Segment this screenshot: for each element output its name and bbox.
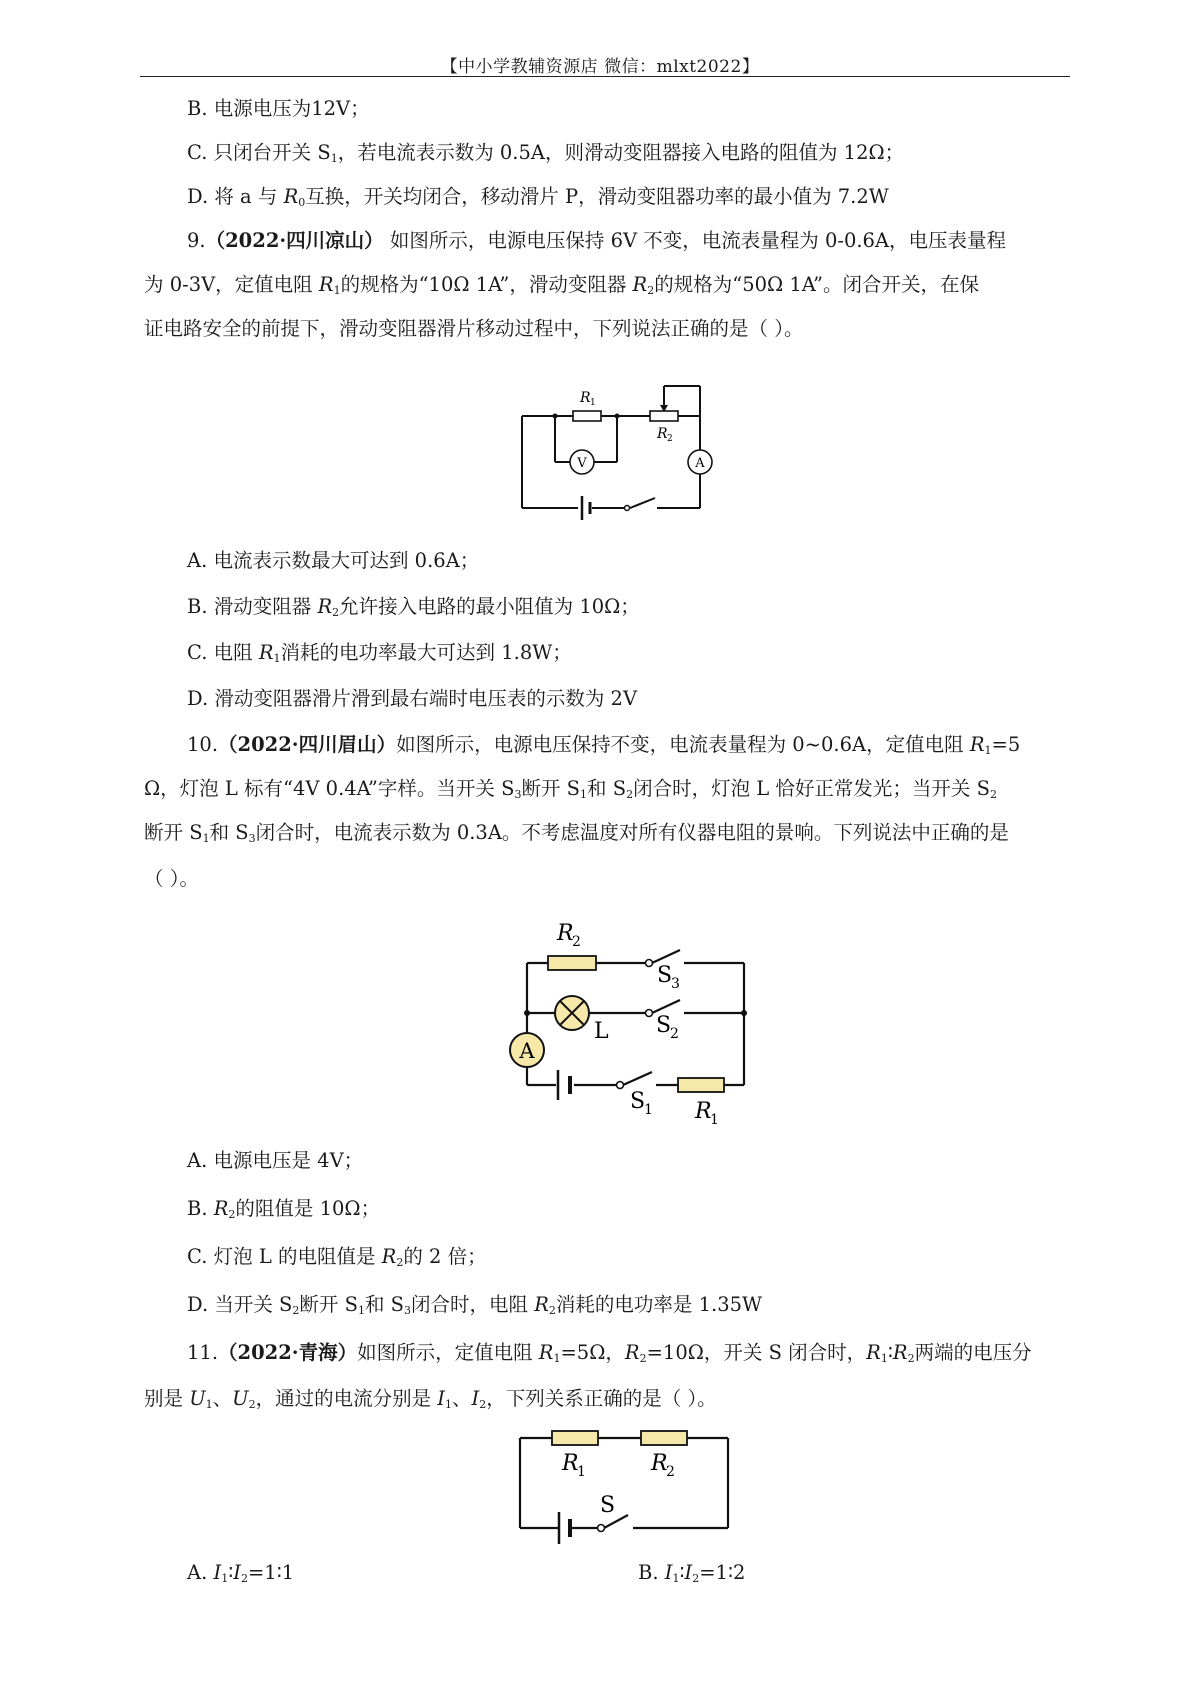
- q8-option-c: C. 只闭台开关 $S_1$，若电流表示数为 0.5A，则滑动变阻器接入电路的阻值为 12Ω；: [187, 141, 905, 165]
- q10-option-b: B. $R_2$的阻值是 10Ω；: [187, 1197, 381, 1221]
- q11-r1-resistor: [552, 1431, 598, 1445]
- q9-r2-sub: 2: [667, 434, 673, 444]
- q9-ammeter-label: A: [695, 456, 705, 471]
- q10-s3-label: S: [657, 963, 673, 988]
- q10-s3-sub: 3: [671, 976, 680, 992]
- q11-r2-sub: 2: [666, 1464, 675, 1480]
- q11-stem-line2: 别是 $U_1$、$U_2$，通过的电流分别是 $I_1$、$I_2$，下列关系正确的是（ ）。: [144, 1387, 717, 1411]
- q10-r2-sub: 2: [572, 934, 581, 950]
- q10-option-d: D. 当开关 $S_2$断开 $S_1$和 $S_3$闭合时，电阻 $R_2$消耗的电功率是 1.35W: [187, 1293, 763, 1317]
- q10-s1-label: S: [630, 1089, 646, 1114]
- q10-stem-line3: 断开 $S_1$和 $S_3$闭合时，电流表示数为 0.3A。不考虑温度对所有仪器电阻的景响。下列说法中正确的是: [144, 821, 1009, 845]
- q9-r1-sub: 1: [590, 398, 596, 408]
- q9-stem-line2: 为 0-3V，定值电阻 $R_1$的规格为“10Ω 1A”，滑动变阻器 $R_2$的规格为“50Ω 1A”。闭合开关，在保: [144, 273, 979, 297]
- q9-r1-label: R: [580, 390, 591, 406]
- q9-option-c: C. 电阻 $R_1$消耗的电功率最大可达到 1.8W；: [187, 641, 572, 665]
- q9-stem-line3: 证电路安全的前提下，滑动变阻器滑片移动过程中，下列说法正确的是（ ）。: [144, 317, 804, 340]
- page-header: 【中小学教辅资源店 微信：mlxt2022】: [440, 57, 760, 77]
- q9-r2-label: R: [657, 426, 668, 442]
- q10-option-a: A. 电源电压是 4V；: [187, 1149, 364, 1172]
- q8-option-b: B. 电源电压为12V；: [187, 97, 370, 120]
- q10-r2-label: R: [557, 921, 574, 946]
- q10-stem-line2: Ω，灯泡 L 标有“4V 0.4A”字样。当开关 $S_3$断开 $S_1$和 $S_2$闭合时，灯泡 L 恰好正常发光；当开关 $S_2$: [144, 777, 997, 801]
- q10-ammeter-label: A: [519, 1039, 535, 1063]
- q11-r1-label: R: [562, 1451, 579, 1476]
- q11-r2-label: R: [651, 1451, 668, 1476]
- q10-s2-label: S: [656, 1013, 672, 1038]
- q11-option-b: B. $I_1∶I_2=1∶2$: [638, 1561, 746, 1585]
- q10-r1-sub: 1: [710, 1112, 719, 1128]
- q10-r1-label: R: [695, 1099, 712, 1124]
- q10-lamp-label: L: [594, 1019, 609, 1044]
- q10-s1-sub: 1: [644, 1102, 653, 1118]
- q9-voltmeter-label: V: [577, 456, 587, 471]
- q10-s2-sub: 2: [670, 1026, 679, 1042]
- q10-stem-line1: 10.（2022·四川眉山）如图所示，电源电压保持不变，电流表量程为 0~0.6A，定值电阻 $R_1=5$: [187, 733, 1021, 757]
- q10-stem-line4: （ ）。: [144, 867, 199, 890]
- q9-option-b: B. 滑动变阻器 $R_2$允许接入电路的最小阻值为 10Ω；: [187, 595, 640, 619]
- q11-r1-sub: 1: [577, 1464, 586, 1480]
- q9-option-d: D. 滑动变阻器滑片滑到最右端时电压表的示数为 2V: [187, 687, 638, 710]
- q11-stem-line1: 11.（2022·青海）如图所示，定值电阻 $R_1=5\Omega$，$R_2=10\Omega$，开关 S 闭合时，$R_1∶R_2$两端的电压分: [187, 1341, 1032, 1365]
- q11-r2-resistor: [641, 1431, 687, 1445]
- q11-option-a: A. $I_1∶I_2=1∶1$: [187, 1561, 295, 1585]
- q8-option-d: D. 将 a 与 $R_0$互换，开关均闭合，移动滑片 P，滑动变阻器功率的最小值为 7.2W: [187, 185, 889, 209]
- q9-option-a: A. 电流表示数最大可达到 0.6A；: [187, 549, 480, 572]
- q9-stem-line1: 9.（2022·四川凉山） 如图所示，电源电压保持 6V 不变，电流表量程为 0-0.6A，电压表量程: [187, 229, 1007, 252]
- q10-option-c: C. 灯泡 L 的电阻值是 $R_2$的 2 倍；: [187, 1245, 487, 1269]
- q11-switch-label: S: [600, 1493, 616, 1518]
